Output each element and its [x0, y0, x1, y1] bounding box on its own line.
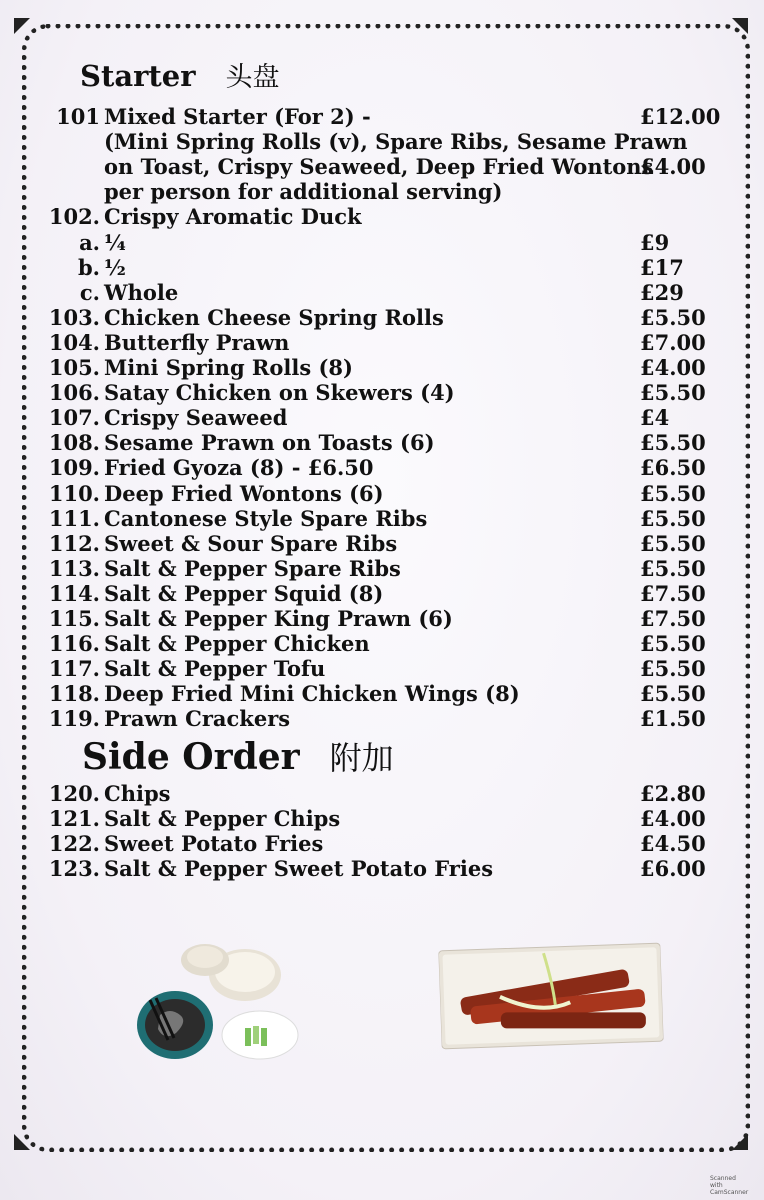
section-title: Starter [80, 59, 196, 93]
menu-item-row [0, 129, 764, 154]
menu-item-row [0, 104, 764, 129]
section-title-chinese: 附加 [329, 739, 394, 777]
menu-item-row [0, 506, 764, 531]
corner-ornament [14, 18, 30, 34]
menu-item-number: 121. [48, 806, 100, 831]
menu-item-row [0, 856, 764, 881]
menu-item-name: Mixed Starter (For 2) - [104, 104, 371, 129]
menu-item-number: 101 [56, 104, 100, 129]
menu-item-price: £5.50 [640, 430, 706, 456]
menu-item-name: (Mini Spring Rolls (v), Spare Ribs, Sesame Prawn [104, 129, 688, 155]
menu-item-number: 103. [48, 304, 100, 330]
menu-item-price: £6.50 [640, 455, 706, 481]
menu-item-row [0, 531, 764, 556]
menu-item-name: Sweet & Sour Spare Ribs [104, 530, 398, 556]
menu-item-price: £5.50 [640, 505, 706, 531]
menu-item-row [0, 154, 764, 179]
menu-item-row [0, 806, 764, 831]
menu-item-row [0, 330, 764, 355]
menu-item-name: Prawn Crackers [104, 706, 291, 732]
menu-item-name: ½ [104, 254, 126, 280]
menu-item-name: Chicken Cheese Spring Rolls [104, 304, 444, 330]
menu-item-price: £5.50 [640, 380, 706, 406]
menu-item-row [0, 681, 764, 706]
menu-item-row [0, 355, 764, 380]
menu-item-name: Whole [104, 279, 179, 305]
menu-item-row [0, 255, 764, 280]
menu-item-row [0, 455, 764, 480]
menu-item-number: 115. [48, 606, 100, 631]
section-title-starter [80, 55, 280, 94]
menu-item-price: £5.50 [640, 530, 706, 556]
menu-item-price: £12.00 [640, 104, 721, 129]
menu-item-number: 114. [48, 580, 100, 606]
menu-item-row [0, 481, 764, 506]
menu-item-price: £1.50 [640, 706, 706, 732]
menu-item-price: £5.50 [640, 304, 706, 330]
menu-item-number: 106. [48, 380, 100, 406]
menu-item-price: £2.80 [640, 781, 706, 806]
menu-item-name: Salt & Pepper King Prawn (6) [104, 606, 453, 631]
menu-item-name: Sweet Potato Fries [104, 831, 324, 856]
menu-item-row [0, 430, 764, 455]
spare-ribs-photo [438, 939, 664, 1053]
menu-item-row [0, 556, 764, 581]
menu-item-number: 116. [48, 631, 100, 657]
menu-item-number: 102. [48, 204, 100, 230]
menu-item-name: Crispy Aromatic Duck [104, 204, 362, 230]
menu-item-name: Salt & Pepper Squid (8) [104, 580, 384, 606]
menu-item-number: 123. [48, 856, 100, 881]
menu-item-number: 122. [48, 831, 100, 856]
menu-item-number: 113. [48, 555, 100, 581]
menu-item-name: Cantonese Style Spare Ribs [104, 505, 428, 531]
menu-item-number: b. [78, 254, 100, 280]
menu-item-name: Deep Fried Wontons (6) [104, 480, 384, 506]
menu-item-number: 108. [48, 430, 100, 456]
menu-item-row [0, 305, 764, 330]
watermark-line: Scanned with [710, 1175, 736, 1189]
menu-item-number: 105. [48, 355, 100, 380]
menu-item-row [0, 706, 764, 731]
menu-item-row [0, 656, 764, 681]
menu-item-price: £7.50 [640, 580, 706, 606]
menu-item-row [0, 606, 764, 631]
menu-item-number: 109. [48, 455, 100, 481]
menu-item-name: Sesame Prawn on Toasts (6) [104, 430, 435, 456]
menu-item-price: £17 [640, 254, 684, 280]
menu-item-price: £4.00 [640, 154, 706, 180]
menu-item-price: £5.50 [640, 681, 706, 707]
menu-item-row [0, 781, 764, 806]
menu-item-row [0, 831, 764, 856]
menu-item-row [0, 380, 764, 405]
scanner-watermark [710, 1175, 750, 1196]
menu-item-price: £4.00 [640, 806, 706, 831]
menu-item-number: a. [79, 229, 100, 255]
menu-item-price: £7.00 [640, 329, 706, 355]
section-title: Side Order [82, 736, 300, 778]
menu-item-row [0, 230, 764, 255]
menu-item-price: £5.50 [640, 631, 706, 657]
menu-item-price: £5.50 [640, 656, 706, 682]
menu-item-name: ¼ [104, 229, 126, 255]
menu-item-name: Salt & Pepper Tofu [104, 656, 326, 682]
menu-item-name: per person for additional serving) [104, 179, 503, 205]
menu-item-name: Fried Gyoza (8) - £6.50 [104, 455, 374, 481]
section-title-side-order [82, 733, 394, 779]
menu-item-price: £4.00 [640, 355, 706, 380]
watermark-brand: CamScanner [710, 1189, 749, 1196]
menu-item-name: Salt & Pepper Sweet Potato Fries [104, 856, 494, 881]
menu-item-name: Satay Chicken on Skewers (4) [104, 380, 455, 406]
menu-item-row [0, 204, 764, 229]
menu-item-price: £7.50 [640, 606, 706, 631]
menu-item-price: £5.50 [640, 555, 706, 581]
menu-item-row [0, 631, 764, 656]
menu-item-number: 120. [48, 781, 100, 806]
menu-item-price: £6.00 [640, 856, 706, 881]
menu-item-name: on Toast, Crispy Seaweed, Deep Fried Wontons [104, 154, 654, 180]
menu-item-name: Crispy Seaweed [104, 405, 288, 431]
section-title-chinese: 头盘 [225, 62, 280, 93]
menu-item-price: £4.50 [640, 831, 706, 856]
menu-item-number: 104. [48, 329, 100, 355]
menu-item-name: Salt & Pepper Chips [104, 806, 341, 831]
menu-item-row [0, 405, 764, 430]
menu-item-price: £4 [640, 405, 670, 431]
menu-item-number: 112. [48, 530, 100, 556]
menu-item-price: £9 [640, 229, 670, 255]
menu-item-row [0, 179, 764, 204]
menu-item-name: Salt & Pepper Spare Ribs [104, 555, 401, 581]
dim-sum-photo [130, 930, 310, 1070]
menu-item-name: Chips [104, 781, 171, 806]
menu-item-number: 119. [48, 706, 100, 732]
menu-item-name: Deep Fried Mini Chicken Wings (8) [104, 681, 520, 707]
menu-item-name: Mini Spring Rolls (8) [104, 355, 353, 380]
menu-item-number: c. [79, 279, 100, 305]
menu-item-name: Salt & Pepper Chicken [104, 631, 370, 657]
menu-item-price: £29 [640, 279, 684, 305]
menu-item-price: £5.50 [640, 480, 706, 506]
menu-item-row [0, 280, 764, 305]
menu-item-number: 118. [48, 681, 100, 707]
menu-item-row [0, 581, 764, 606]
menu-item-number: 107. [48, 405, 100, 431]
menu-item-name: Butterfly Prawn [104, 329, 290, 355]
menu-item-number: 111. [48, 505, 100, 531]
menu-item-number: 117. [48, 656, 100, 682]
menu-item-number: 110. [48, 480, 100, 506]
